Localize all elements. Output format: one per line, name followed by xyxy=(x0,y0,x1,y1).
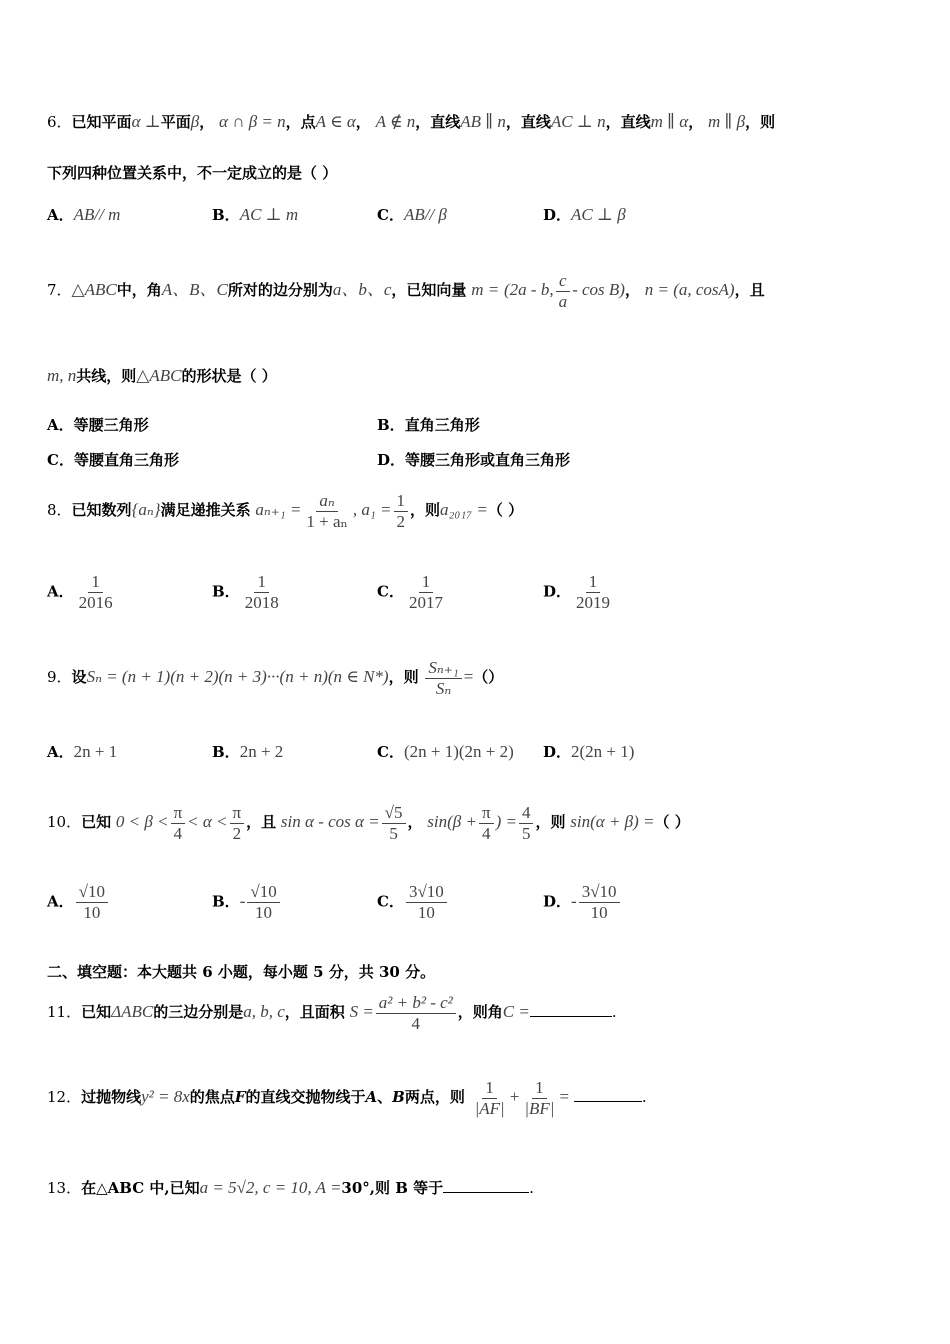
q8-option-c[interactable]: C． $\frac{1}{2017}$ xyxy=(377,572,443,612)
q6-option-c[interactable]: C．AB// β xyxy=(377,205,447,224)
q9-option-c[interactable]: C．(2n + 1)(2n + 2) xyxy=(377,742,514,761)
q10-option-a[interactable]: A． $\frac{√10}{10}$ xyxy=(47,882,110,923)
section-2-heading: 二、填空题：本大题共 6 小题，每小题 5 分，共 30 分。 xyxy=(47,963,436,981)
q6-option-d[interactable]: D．AC ⊥ β xyxy=(543,205,626,224)
q7-option-d[interactable]: D．等腰三角形或直角三角形 xyxy=(377,451,571,469)
fraction: $\frac{1}{2}$ xyxy=(394,491,409,532)
q6-option-a[interactable]: A．AB// m xyxy=(47,205,121,224)
question-6-line-2: 下列四种位置关系中，不一定成立的是（ ） xyxy=(47,164,338,182)
answer-blank[interactable] xyxy=(443,1180,529,1193)
q10-option-c[interactable]: C． $\frac{3√10}{10}$ xyxy=(377,882,449,923)
q9-option-a[interactable]: A．2n + 1 xyxy=(47,742,118,761)
q8-option-a[interactable]: A． $\frac{1}{2016}$ xyxy=(47,572,113,612)
question-9: 9．设Sₙ = (n + 1)(n + 2)(n + 3)···(n + n)(n ∈ N*)，则 $\frac{\text{Sₙ₊₁}}{\text{Sₙ}}$ =（） xyxy=(47,657,504,698)
answer-blank[interactable] xyxy=(530,1004,612,1017)
q7-option-a[interactable]: A．等腰三角形 xyxy=(47,416,149,434)
q8-option-b[interactable]: B． $\frac{1}{2018}$ xyxy=(212,572,279,612)
q7-option-b[interactable]: B．直角三角形 xyxy=(377,416,480,434)
q9-option-b[interactable]: B．2n + 2 xyxy=(212,742,284,761)
question-12: 12．过抛物线y² = 8x的焦点F的直线交抛物线于A、B两点，则 $\frac{1}{|AF|}$ + $\frac{1}{|BF|}$ = . xyxy=(47,1077,647,1118)
q7-option-c[interactable]: C．等腰直角三角形 xyxy=(47,451,179,469)
question-10: 10．已知 0 < β < $\frac{\pi}{4}$ < α < $\frac{\pi}{2}$ ，且 sin α - cos α = $\frac{√5}{5}$ ， sin(β + $\frac{\pi}{4}$ ) = $\frac{4}{5}$ ，则 sin(α + β) =（ ） xyxy=(47,802,690,843)
answer-blank[interactable] xyxy=(574,1089,642,1102)
question-7-line-2: m, n共线，则△ABC的形状是（ ） xyxy=(47,366,277,385)
question-7-line-1: 7．△ABC中，角A、B、C所对的边分别为a、b、c，已知向量 m = (2a - b, $\frac{c}{a}$ - cos B)， n = (a, cosA)，且 xyxy=(47,270,765,311)
question-11: 11．已知ΔABC的三边分别是a, b, c，且面积 S = $\frac{\text{a² + b² - c²}}{4}$ ，则角C = . xyxy=(47,992,617,1033)
q10-option-d[interactable]: D．- $\frac{3√10}{10}$ xyxy=(543,882,622,923)
fraction: $\frac{c}{a}$ xyxy=(556,271,571,312)
q6-option-b[interactable]: B．AC ⊥ m xyxy=(212,205,299,224)
fraction: $\frac{\text{Sₙ₊₁}}{\text{Sₙ}}$ xyxy=(425,658,461,699)
q8-option-d[interactable]: D． $\frac{1}{2019}$ xyxy=(543,572,611,612)
question-8: 8．已知数列{aₙ}满足递推关系 aₙ₊₁ = $\frac{\text{aₙ}}{\text{1 + aₙ}}$ , a₁ = $\frac{1}{2}$ ，则a₂₀₁₇ =（ ） xyxy=(47,490,524,531)
question-13: 13．在△ABC 中,已知a = 5√2, c = 10, A =30°,则 B 等于 . xyxy=(47,1178,534,1197)
q10-option-b[interactable]: B．- $\frac{√10}{10}$ xyxy=(212,882,282,923)
q9-option-d[interactable]: D．2(2n + 1) xyxy=(543,742,635,761)
fraction: $\frac{\text{aₙ}}{\text{1 + aₙ}}$ xyxy=(306,490,348,531)
question-6-line-1: 6．已知平面α ⊥平面β， α ∩ β = n，点A ∈ α， A ∉ n，直线AB ∥ n，直线AC ⊥ n，直线m ∥ α， m ∥ β，则 xyxy=(47,112,776,131)
